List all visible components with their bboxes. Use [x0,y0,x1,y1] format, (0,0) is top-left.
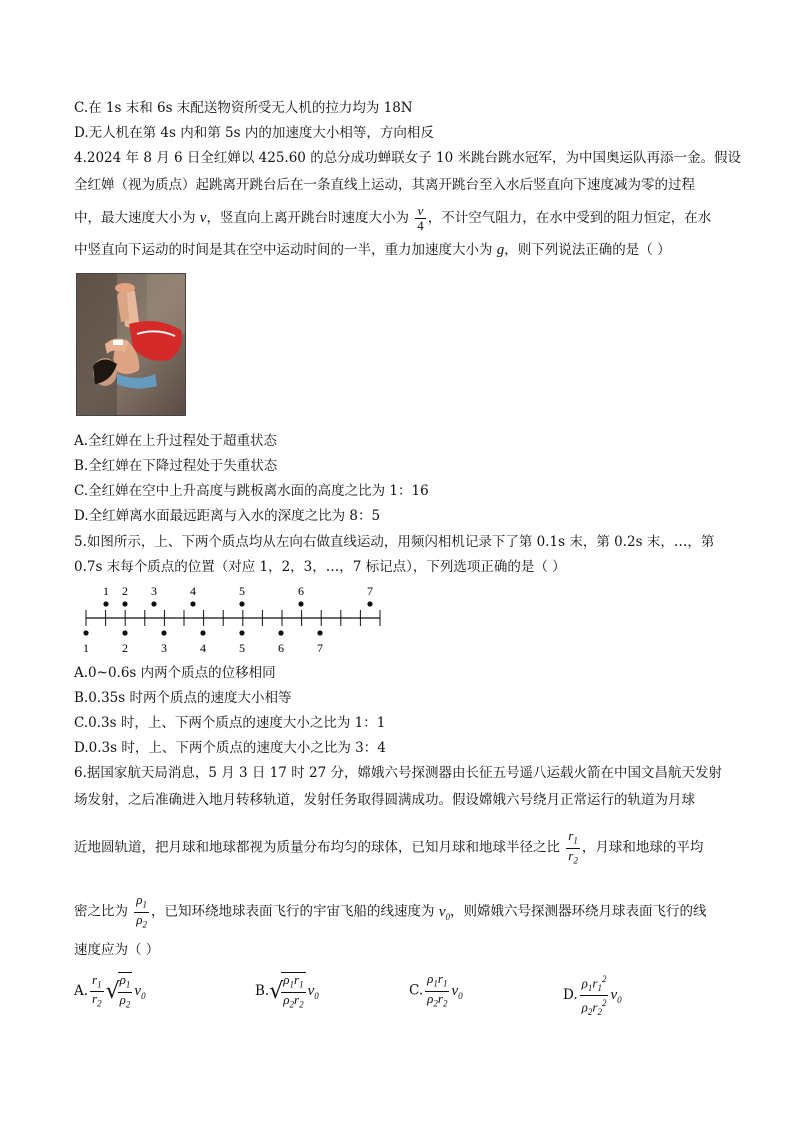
bottom-point [278,630,283,635]
sqrt-sign: √ [105,979,120,1005]
symbol-g: g [496,242,505,258]
q4-option-d: D.全红婵离水面最远距离与入水的深度之比为 8：5 [74,508,381,524]
q4-stem-line1: 4.2024 年 8 月 6 日全红婵以 425.60 的总分成功蝉联女子 10 米跳台跳水冠军，为中国奥运队再添一金。假设 [74,150,741,166]
bottom-point [200,630,205,635]
bottom-point-label: 4 [200,641,206,655]
bottom-point-label: 1 [83,641,89,655]
q5-stem-line2: 0.7s 末每个质点的位置（对应 1，2，3，…，7 标记点），下列选项正确的是（ ） [74,559,566,575]
q6-option-a: A. $\frac{r_1}{r_2}$ √ $\frac{\rho_1}{\rho_2}$ $v_0$ [74,971,146,1010]
q6-stem-line2: 场发射，之后准确进入地月转移轨道，发射任务取得圆满成功。假设嫦娥六号绕月正常运行的轨道为月球 [74,792,695,808]
q4-stem-line2: 全红婵（视为质点）起跳离开跳台后在一条直线上运动，其离开跳台至入水后竖直向下速度减为零的过程 [74,177,695,193]
q6-option-d: D. $\frac{\rho_1r_1^2}{\rho_2r_2^2}$ $v_0$ [563,974,622,1017]
fraction-rho1-over-rho2 [134,893,149,931]
top-point [298,601,303,606]
top-point-label: 2 [122,584,128,598]
bottom-point [239,630,244,635]
fraction-v-over-4 [415,204,426,233]
frac-numerator: $\rho_1$ [134,893,149,913]
top-point [103,601,108,606]
q4-option-a: A.全红婵在上升过程处于超重状态 [74,433,278,449]
q5-option-b: B.0.35s 时两个质点的速度大小相等 [74,690,292,706]
q4-text: ，则下列说法正确的是（ ） [504,242,671,258]
q4-text: ，不计空气阻力，在水中受到的阻力恒定，在水 [427,210,712,226]
top-point [151,601,156,606]
q3-option-c: C.在 1s 末和 6s 末配送物资所受无人机的拉力均为 18N [74,100,413,116]
q6-text: ，已知环绕地球表面飞行的宇宙飞船的线速度为 [151,903,439,920]
top-point-label: 5 [239,584,245,598]
diver-photo [76,273,186,416]
bottom-point [83,630,88,635]
top-point [367,601,372,606]
q5-option-c: C.0.3s 时，上、下两个质点的速度大小之比为 1：1 [74,715,386,731]
q6-text: ，则嫦娥六号探测器环绕月球表面飞行的线 [450,903,707,920]
top-point [239,601,244,606]
q6-stem-line5: 速度应为（ ） [74,942,160,958]
top-point-label: 4 [190,584,196,598]
frac-denominator: 4 [417,218,424,233]
q4-text: ，竖直向上离开跳台时速度大小为 [206,210,409,226]
top-point-label: 6 [298,584,304,598]
q6-text: 近地圆轨道，把月球和地球都视为质量分布均匀的球体，已知月球和地球半径之比 [74,839,560,856]
q6-stem-line4 [74,893,707,931]
q6-stem-line3 [74,829,703,867]
bottom-point [161,630,166,635]
q4-text: 中竖直向下运动的时间是其在空中运动时间的一半，重力加速度大小为 [74,242,497,258]
frac-numerator: v [415,204,426,219]
q4-stem-line4 [74,241,671,259]
q6-option-b: B.√ $\frac{\rho_1r_1}{\rho_2r_2}$ $v_0$ [255,972,319,1010]
frac-numerator: $r_1$ [566,829,580,849]
top-point [122,601,127,606]
q4-text: 中，最大速度大小为 [74,210,200,226]
bottom-point-label: 6 [278,641,284,655]
top-points [103,584,373,607]
top-point-label: 7 [367,584,373,598]
q4-option-c: C.全红婵在空中上升高度与跳板离水面的高度之比为 1：16 [74,483,429,499]
bottom-point-label: 5 [239,641,245,655]
top-point-label: 1 [103,584,109,598]
bottom-point [317,630,322,635]
bottom-point-label: 2 [122,641,128,655]
frac-denominator: $r_2$ [568,847,578,866]
q6-option-c: C. $\frac{\rho_1r_1}{\rho_2r_2}$ $v_0$ [409,971,463,1009]
bottom-points [83,630,323,655]
q5-stem-line1: 5.如图所示，上、下两个质点均从左向右做直线运动，用频闪相机记录下了第 0.1s 末，第 0.2s 末，…，第 [74,534,715,550]
fraction-r1-over-r2 [566,829,580,867]
bottom-point-label: 3 [161,641,167,655]
strobe-figure [74,582,394,660]
q3-option-d: D.无人机在第 4s 内和第 5s 内的加速度大小相等，方向相反 [74,125,434,141]
q5-option-d: D.0.3s 时，上、下两个质点的速度大小之比为 3：4 [74,740,386,756]
q6-stem-line1: 6.据国家航天局消息，5 月 3 日 17 时 27 分，嫦娥六号探测器由长征五号遥八运载火箭在中国文昌航天发射 [74,765,722,781]
symbol-v: v [199,210,207,226]
top-point [190,601,195,606]
q4-stem-line3 [74,204,711,233]
q5-option-a: A.0~0.6s 内两个质点的位移相同 [74,665,276,681]
bottom-point [122,630,127,635]
q6-text: 密之比为 [74,903,128,920]
q6-text: ，月球和地球的平均 [581,839,704,856]
sqrt-sign: √ [269,979,284,1005]
bottom-point-label: 7 [317,641,323,655]
symbol-v0: $v_0$ [438,903,451,922]
frac-denominator: $\rho_2$ [136,911,148,930]
q4-option-b: B.全红婵在下降过程处于失重状态 [74,458,278,474]
top-point-label: 3 [151,584,157,598]
